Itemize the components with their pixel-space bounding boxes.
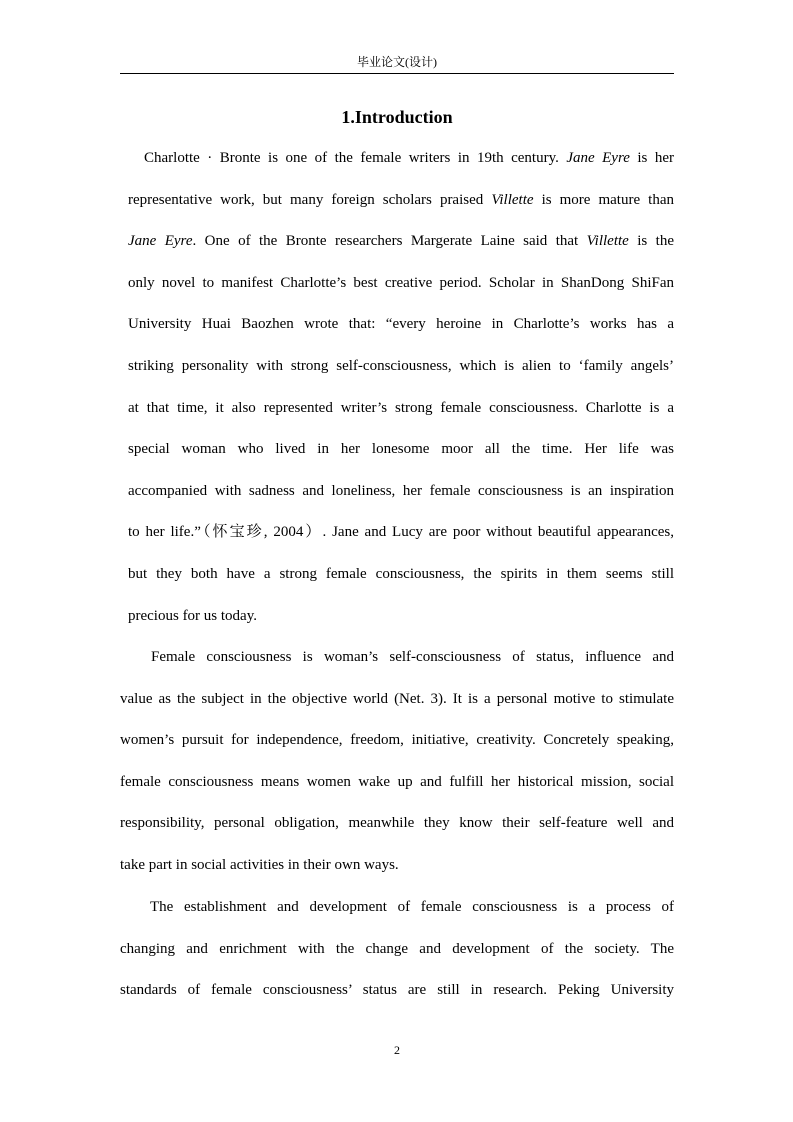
- paragraph-line: striking personality with strong self-consciousness, which is alien to ‘family angels’: [128, 357, 674, 374]
- paragraph-line: to her life.”（怀宝珍, 2004）. Jane and Lucy are poor without beautiful appearances,: [128, 524, 674, 541]
- paragraph-line: Female consciousness is woman’s self-consciousness of status, influence and: [151, 649, 674, 665]
- paragraph-3: [120, 887, 674, 1012]
- paragraph-line: representative work, but many foreign scholars praised Villette is more mature than: [128, 191, 674, 208]
- paragraph-line: changing and enrichment with the change and development of the society. The: [120, 940, 674, 957]
- paragraph-line: University Huai Baozhen wrote that: “every heroine in Charlotte’s works has a: [128, 316, 674, 333]
- paragraph-line: accompanied with sadness and loneliness, her female consciousness is an inspiration: [128, 482, 674, 499]
- paragraph-line: special woman who lived in her lonesome moor all the time. Her life was: [128, 441, 674, 458]
- section-title: 1.Introduction: [341, 107, 453, 127]
- paragraph-line: at that time, it also represented writer’s strong female consciousness. Charlotte is a: [128, 399, 674, 416]
- paragraph-line: but they both have a strong female consciousness, the spirits in them seems still: [128, 565, 674, 582]
- paragraph-line: value as the subject in the objective world (Net. 3). It is a personal motive to stimulate: [120, 690, 674, 707]
- paragraph-line: female consciousness means women wake up and fulfill her historical mission, social: [120, 773, 674, 790]
- paragraph-1: [128, 138, 674, 637]
- page-number: 2: [394, 1043, 400, 1057]
- page-header: 毕业论文(设计): [357, 55, 437, 69]
- header-rule: [120, 73, 674, 74]
- paragraph-line: only novel to manifest Charlotte’s best creative period. Scholar in ShanDong ShiFan: [128, 274, 674, 291]
- paragraph-line: standards of female consciousness’ status are still in research. Peking University: [120, 982, 674, 999]
- paragraph-line: Charlotte · Bronte is one of the female writers in 19th century. Jane Eyre is her: [144, 150, 674, 166]
- paragraph-line: take part in social activities in their own ways.: [120, 856, 399, 873]
- paragraph-line: women’s pursuit for independence, freedom, initiative, creativity. Concretely speaking,: [120, 732, 674, 749]
- paragraph-2: [120, 637, 674, 887]
- paragraph-line: The establishment and development of female consciousness is a process of: [150, 899, 674, 915]
- paragraph-line: responsibility, personal obligation, meanwhile they know their self-feature well and: [120, 815, 674, 832]
- paragraph-line: Jane Eyre. One of the Bronte researchers Margerate Laine said that Villette is the: [128, 233, 674, 250]
- paragraph-line: precious for us today.: [128, 607, 257, 624]
